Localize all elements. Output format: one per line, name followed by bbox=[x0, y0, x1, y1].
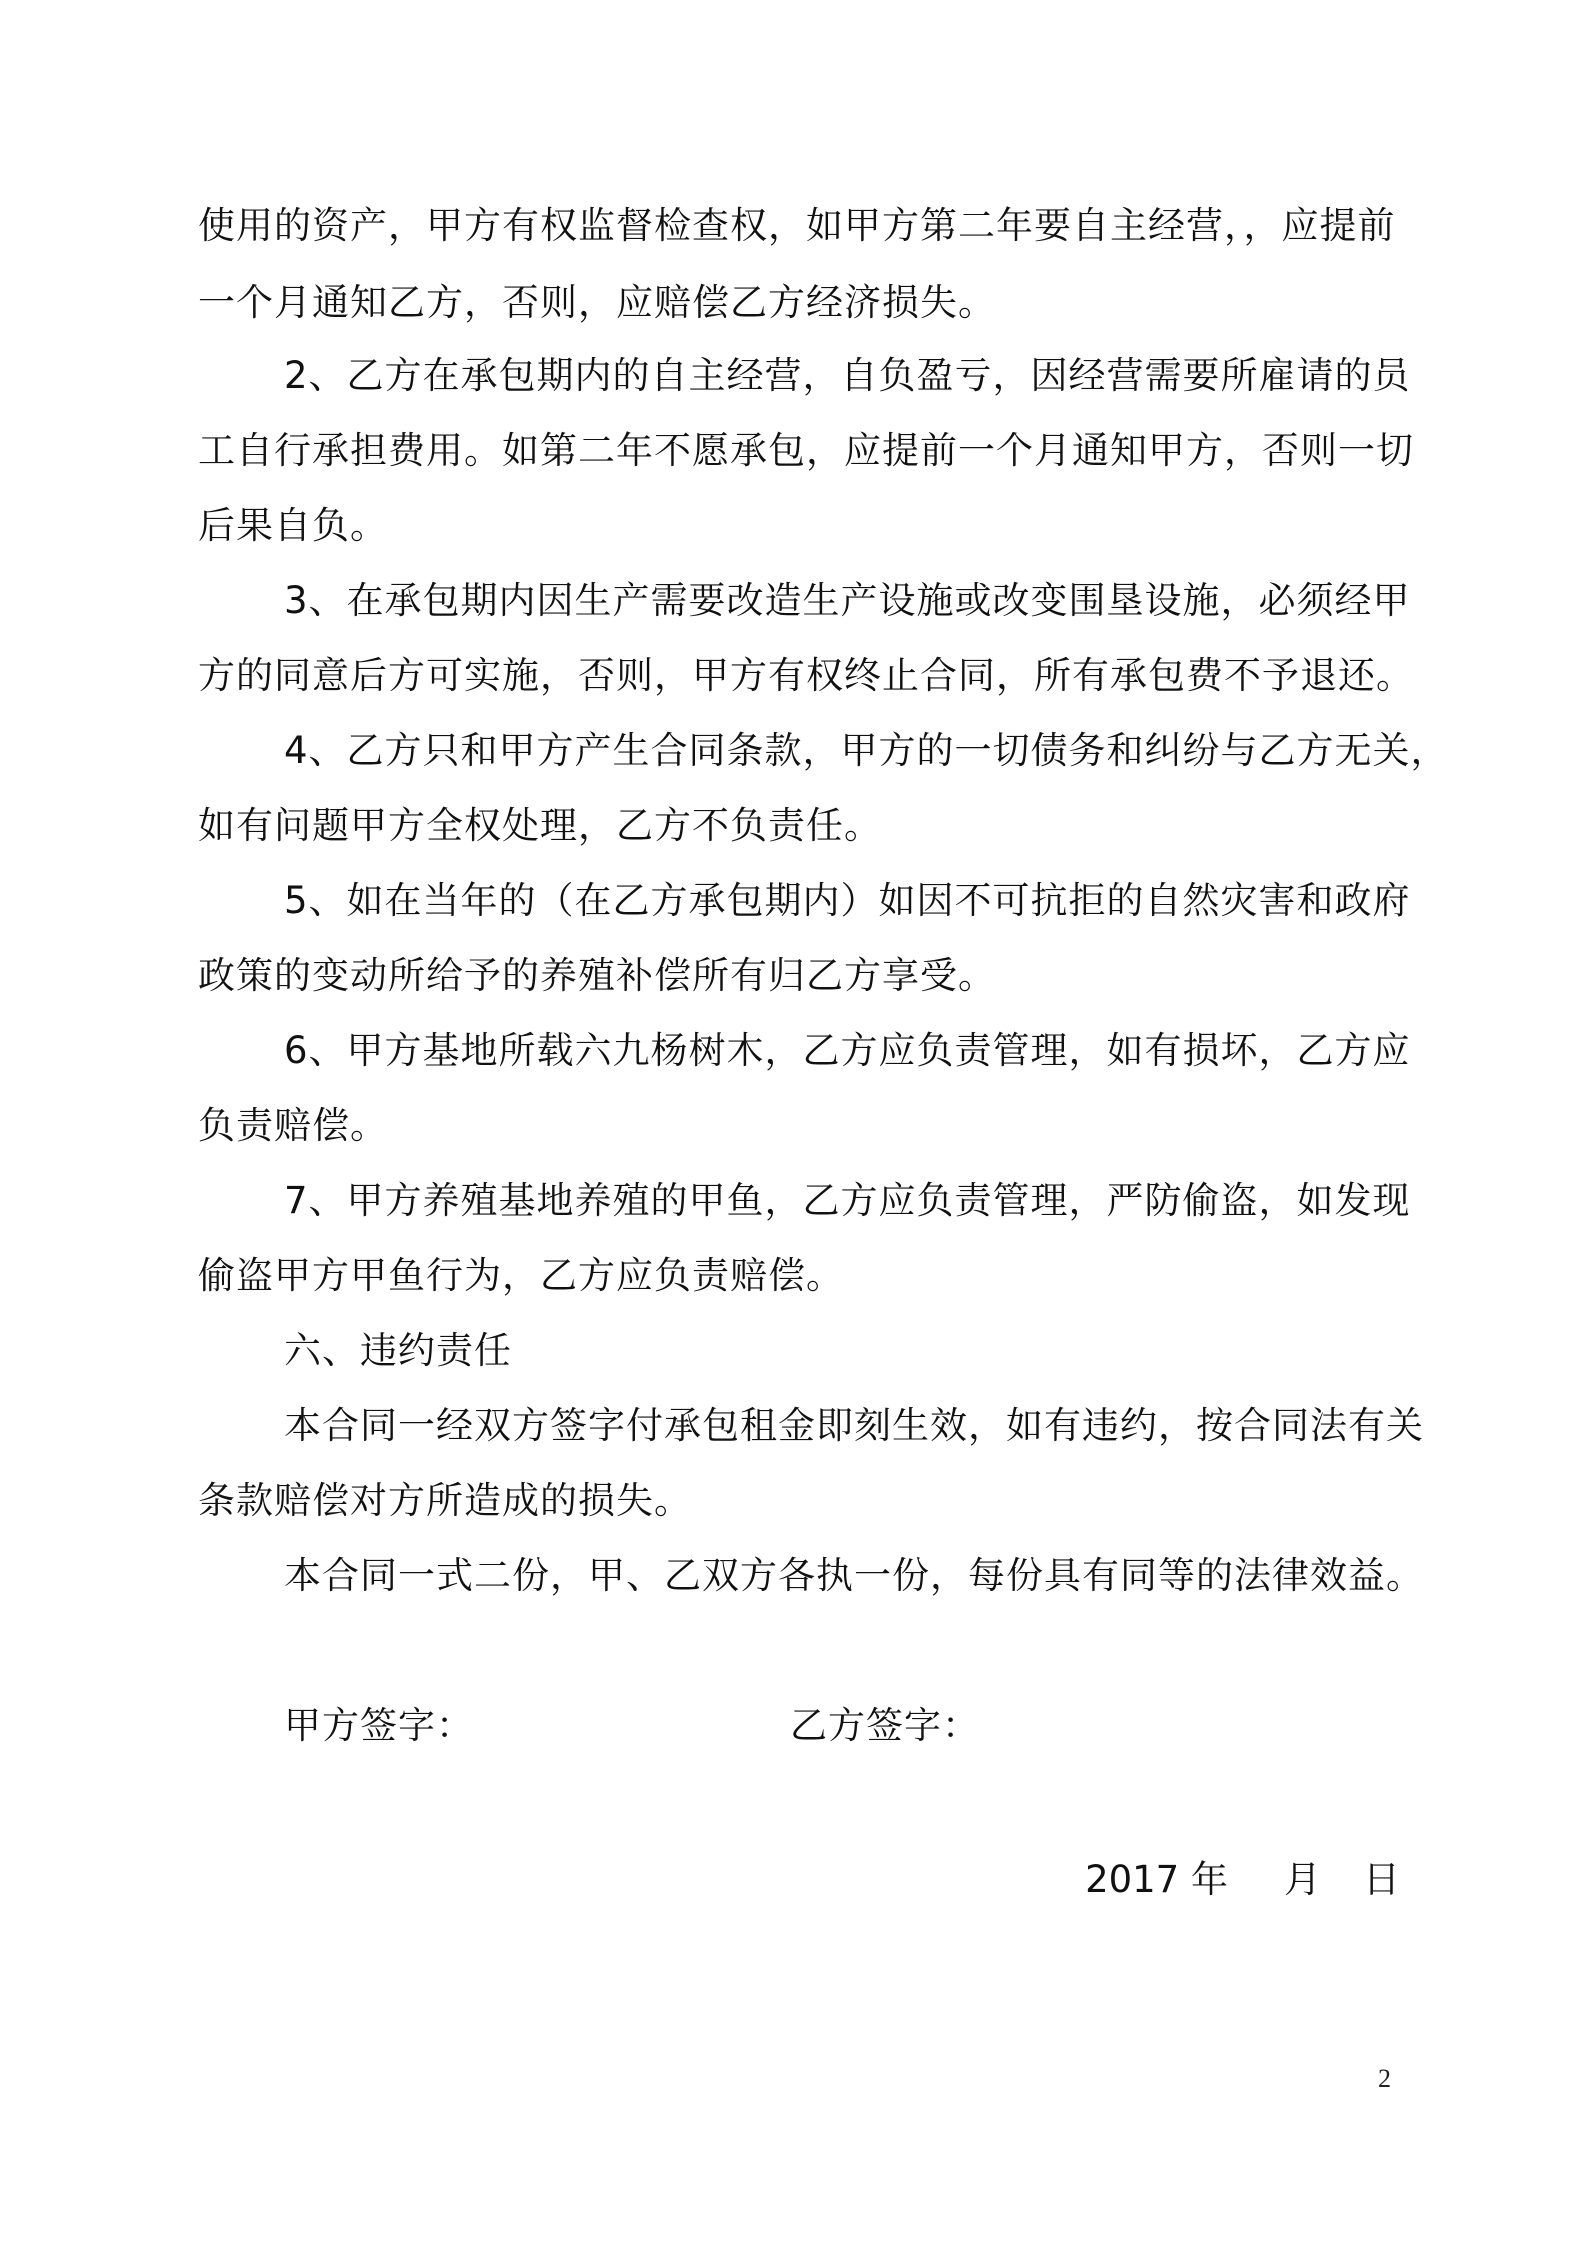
date-day: 日 bbox=[1363, 1858, 1400, 1901]
paragraph-2-line-1: 方的同意后方可实施，否则，甲方有权终止合同，所有承包费不予退还。 bbox=[198, 654, 1414, 697]
party-b-signature-label: 乙方签字： bbox=[790, 1704, 980, 1747]
paragraph-8-line-0: 本合同一经双方签字付承包租金即刻生效，如有违约，按合同法有关 bbox=[284, 1404, 1424, 1447]
signing-date bbox=[1085, 1857, 1400, 1903]
paragraph-5-line-0: 6、甲方基地所载六九杨树木，乙方应负责管理，如有损坏，乙方应 bbox=[284, 1029, 1411, 1072]
paragraph-5-line-1: 负责赔偿。 bbox=[198, 1104, 388, 1147]
date-year: 2017 年 bbox=[1085, 1858, 1228, 1901]
date-month: 月 bbox=[1284, 1858, 1321, 1901]
paragraph-9-line-0: 本合同一式二份，甲、乙双方各执一份，每份具有同等的法律效益。 bbox=[284, 1554, 1424, 1597]
page-number: 2 bbox=[1378, 2064, 1391, 2093]
paragraph-6-line-0: 7、甲方养殖基地养殖的甲鱼，乙方应负责管理，严防偷盗，如发现 bbox=[284, 1179, 1411, 1222]
paragraph-1-line-0: 2、乙方在承包期内的自主经营，自负盈亏，因经营需要所雇请的员 bbox=[284, 354, 1411, 397]
paragraph-0-line-1: 一个月通知乙方，否则，应赔偿乙方经济损失。 bbox=[198, 281, 996, 324]
paragraph-6-line-1: 偷盗甲方甲鱼行为，乙方应负责赔偿。 bbox=[198, 1254, 844, 1297]
paragraph-2-line-0: 3、在承包期内因生产需要改造生产设施或改变围垦设施，必须经甲 bbox=[284, 579, 1411, 622]
paragraph-1-line-1: 工自行承担费用。如第二年不愿承包，应提前一个月通知甲方，否则一切 bbox=[198, 429, 1414, 472]
paragraph-3-line-0: 4、乙方只和甲方产生合同条款，甲方的一切债务和纠纷与乙方无关， bbox=[284, 729, 1449, 772]
paragraph-4-line-1: 政策的变动所给予的养殖补偿所有归乙方享受。 bbox=[198, 954, 996, 997]
paragraph-4-line-0: 5、如在当年的（在乙方承包期内）如因不可抗拒的自然灾害和政府 bbox=[284, 879, 1411, 922]
party-a-signature-label: 甲方签字： bbox=[284, 1704, 474, 1747]
paragraph-3-line-1: 如有问题甲方全权处理，乙方不负责任。 bbox=[198, 804, 882, 847]
section-heading-breach-liability: 六、违约责任 bbox=[284, 1329, 512, 1372]
paragraph-0-line-0: 使用的资产，甲方有权监督检查权，如甲方第二年要自主经营，，应提前 bbox=[198, 204, 1396, 247]
paragraph-8-line-1: 条款赔偿对方所造成的损失。 bbox=[198, 1479, 692, 1522]
paragraph-1-line-2: 后果自负。 bbox=[198, 504, 388, 547]
